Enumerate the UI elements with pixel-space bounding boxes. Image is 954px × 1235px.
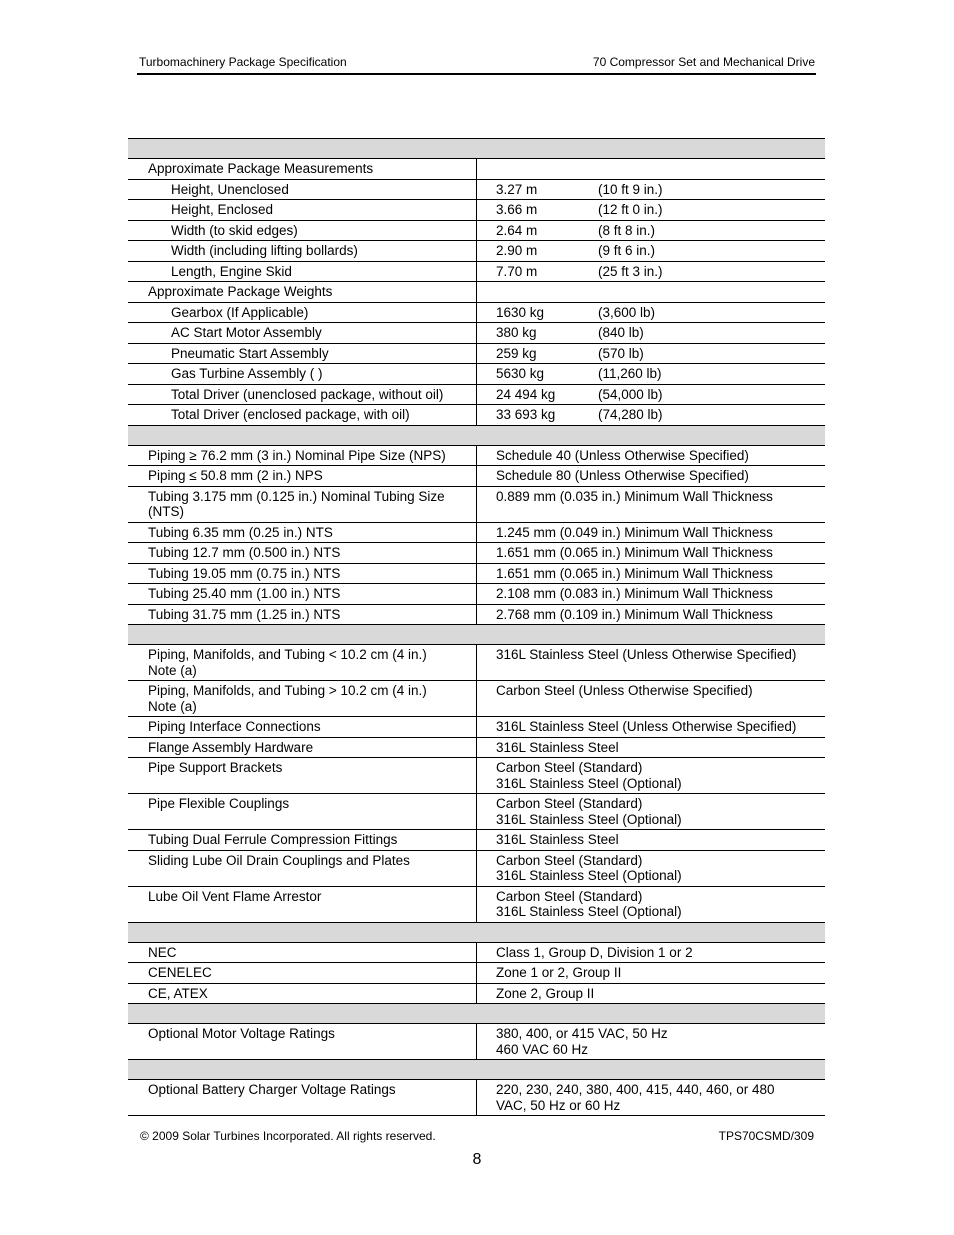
row-label: Tubing 12.7 mm (0.500 in.) NTS — [128, 543, 477, 564]
imperial-value: (840 lb) — [598, 325, 644, 340]
row-value — [477, 405, 826, 426]
table-row — [128, 830, 825, 851]
table-row — [128, 681, 825, 717]
imperial-value: (3,600 lb) — [598, 304, 656, 320]
row-value: Carbon Steel (Standard) 316L Stainless Steel (Optional) — [477, 886, 826, 922]
table-row — [128, 983, 825, 1004]
section-band — [128, 1004, 825, 1024]
table-row — [128, 543, 825, 564]
imperial-value: (74,280 lb) — [598, 407, 663, 422]
row-label: Flange Assembly Hardware — [128, 737, 477, 758]
row-value: 1.651 mm (0.065 in.) Minimum Wall Thickness — [477, 563, 826, 584]
copyright: © 2009 Solar Turbines Incorporated. All rights reserved. — [140, 1129, 436, 1143]
row-value: 316L Stainless Steel (Unless Otherwise Specified) — [477, 717, 826, 738]
imperial-value: (9 ft 6 in.) — [598, 243, 656, 258]
imperial-value: (12 ft 0 in.) — [598, 202, 663, 217]
imperial-value: (11,260 lb) — [598, 366, 662, 381]
header-rule — [137, 73, 816, 75]
row-value: Schedule 40 (Unless Otherwise Specified) — [477, 445, 826, 466]
row-label: Tubing 19.05 mm (0.75 in.) NTS — [128, 563, 477, 584]
row-value: 2.108 mm (0.083 in.) Minimum Wall Thickness — [477, 584, 826, 605]
section-band-cell — [128, 922, 825, 942]
table-row — [128, 522, 825, 543]
row-value — [477, 159, 826, 180]
table-row — [128, 282, 825, 303]
table-row — [128, 241, 825, 262]
row-label: Lube Oil Vent Flame Arrestor — [128, 886, 477, 922]
row-label: CE, ATEX — [128, 983, 477, 1004]
row-value — [477, 179, 826, 200]
row-label: Approximate Package Measurements — [128, 159, 477, 180]
table-row — [128, 384, 825, 405]
table-row — [128, 717, 825, 738]
table-row — [128, 758, 825, 794]
section-band — [128, 625, 825, 645]
row-label: Optional Motor Voltage Ratings — [128, 1024, 477, 1060]
page-footer — [140, 1129, 814, 1143]
row-value: 316L Stainless Steel — [477, 830, 826, 851]
row-value: Carbon Steel (Standard) 316L Stainless Steel (Optional) — [477, 850, 826, 886]
metric-value: 1630 kg — [496, 304, 545, 320]
row-label: Optional Battery Charger Voltage Ratings — [128, 1080, 477, 1116]
metric-value: 2.90 m — [496, 243, 538, 258]
section-band — [128, 922, 825, 942]
section-band-cell — [128, 425, 825, 445]
row-label: Gas Turbine Assembly ( ) — [128, 364, 477, 385]
row-value — [477, 200, 826, 221]
imperial-value: (25 ft 3 in.) — [598, 263, 663, 279]
table-row — [128, 963, 825, 984]
row-value — [477, 364, 826, 385]
metric-value: 2.64 m — [496, 222, 538, 238]
table-row — [128, 645, 825, 681]
document-number: TPS70CSMD/309 — [718, 1129, 814, 1143]
row-value — [477, 241, 826, 262]
row-value: 1.245 mm (0.049 in.) Minimum Wall Thickness — [477, 522, 826, 543]
row-label: Tubing 3.175 mm (0.125 in.) Nominal Tubing Size (NTS) — [128, 486, 477, 522]
table-row — [128, 364, 825, 385]
table-row — [128, 466, 825, 487]
table-row — [128, 159, 825, 180]
imperial-value: (54,000 lb) — [598, 386, 663, 402]
table-row — [128, 486, 825, 522]
metric-value: 259 kg — [496, 345, 537, 361]
section-band — [128, 139, 825, 159]
table-row — [128, 1024, 825, 1060]
row-label: Height, Enclosed — [128, 200, 477, 221]
row-label: Piping ≤ 50.8 mm (2 in.) NPS — [128, 466, 477, 487]
metric-value: 33 693 kg — [496, 407, 556, 422]
row-value — [477, 343, 826, 364]
table-row — [128, 200, 825, 221]
table-row — [128, 302, 825, 323]
row-value: 316L Stainless Steel (Unless Otherwise Specified) — [477, 645, 826, 681]
imperial-value: (10 ft 9 in.) — [598, 181, 663, 197]
metric-value: 24 494 kg — [496, 386, 556, 402]
row-value: 0.889 mm (0.035 in.) Minimum Wall Thickness — [477, 486, 826, 522]
row-value: 380, 400, or 415 VAC, 50 Hz 460 VAC 60 Hz — [477, 1024, 826, 1060]
row-label: CENELEC — [128, 963, 477, 984]
row-label: Pipe Support Brackets — [128, 758, 477, 794]
row-value — [477, 220, 826, 241]
row-value: 220, 230, 240, 380, 400, 415, 440, 460, or 480 VAC, 50 Hz or 60 Hz — [477, 1080, 826, 1116]
row-label: Piping Interface Connections — [128, 717, 477, 738]
table-row — [128, 323, 825, 344]
row-value: Schedule 80 (Unless Otherwise Specified) — [477, 466, 826, 487]
row-label: Height, Unenclosed — [128, 179, 477, 200]
section-band — [128, 425, 825, 445]
table-row — [128, 405, 825, 426]
table-row — [128, 737, 825, 758]
section-band-cell — [128, 1060, 825, 1080]
row-label: Gearbox (If Applicable) — [128, 302, 477, 323]
row-label: AC Start Motor Assembly — [128, 323, 477, 344]
table-row — [128, 220, 825, 241]
metric-value: 7.70 m — [496, 263, 538, 279]
table-row — [128, 1080, 825, 1116]
imperial-value: (570 lb) — [598, 345, 644, 361]
row-value: Zone 1 or 2, Group II — [477, 963, 826, 984]
row-value — [477, 384, 826, 405]
row-value: 2.768 mm (0.109 in.) Minimum Wall Thickness — [477, 604, 826, 625]
row-value: 1.651 mm (0.065 in.) Minimum Wall Thickness — [477, 543, 826, 564]
row-label: Tubing 31.75 mm (1.25 in.) NTS — [128, 604, 477, 625]
row-value: Class 1, Group D, Division 1 or 2 — [477, 942, 826, 963]
row-label: Tubing 25.40 mm (1.00 in.) NTS — [128, 584, 477, 605]
metric-value: 3.27 m — [496, 181, 538, 197]
row-label: Tubing 6.35 mm (0.25 in.) NTS — [128, 522, 477, 543]
row-value — [477, 282, 826, 303]
row-label: Total Driver (unenclosed package, without oil) — [128, 384, 477, 405]
row-label: Pipe Flexible Couplings — [128, 794, 477, 830]
row-label: NEC — [128, 942, 477, 963]
table-row — [128, 584, 825, 605]
row-label: Sliding Lube Oil Drain Couplings and Plates — [128, 850, 477, 886]
row-label: Piping, Manifolds, and Tubing < 10.2 cm (4 in.) Note (a) — [128, 645, 477, 681]
header-product: 70 Compressor Set and Mechanical Drive — [592, 55, 815, 69]
row-value — [477, 261, 826, 282]
metric-value: 5630 kg — [496, 366, 545, 381]
section-band-cell — [128, 139, 825, 159]
table-row — [128, 343, 825, 364]
row-label: Tubing Dual Ferrule Compression Fittings — [128, 830, 477, 851]
metric-value: 3.66 m — [496, 202, 538, 217]
table-row — [128, 179, 825, 200]
header-title: Turbomachinery Package Specification — [139, 55, 347, 69]
row-label: Width (to skid edges) — [128, 220, 477, 241]
section-band-cell — [128, 1004, 825, 1024]
row-label: Piping, Manifolds, and Tubing > 10.2 cm (4 in.) Note (a) — [128, 681, 477, 717]
row-label: Approximate Package Weights — [128, 282, 477, 303]
row-value: Carbon Steel (Unless Otherwise Specified) — [477, 681, 826, 717]
imperial-value: (8 ft 8 in.) — [598, 222, 656, 238]
row-label: Length, Engine Skid — [128, 261, 477, 282]
row-value: Zone 2, Group II — [477, 983, 826, 1004]
row-value — [477, 302, 826, 323]
row-value: 316L Stainless Steel — [477, 737, 826, 758]
table-row — [128, 445, 825, 466]
section-band — [128, 1060, 825, 1080]
table-row — [128, 942, 825, 963]
row-value: Carbon Steel (Standard) 316L Stainless Steel (Optional) — [477, 794, 826, 830]
row-label: Width (including lifting bollards) — [128, 241, 477, 262]
table-row — [128, 563, 825, 584]
table-row — [128, 886, 825, 922]
row-label: Pneumatic Start Assembly — [128, 343, 477, 364]
metric-value: 380 kg — [496, 325, 537, 340]
page-header — [139, 55, 815, 69]
row-value: Carbon Steel (Standard) 316L Stainless Steel (Optional) — [477, 758, 826, 794]
page-number: 8 — [472, 1151, 482, 1168]
table-row — [128, 794, 825, 830]
table-row — [128, 261, 825, 282]
table-row — [128, 604, 825, 625]
specification-table — [128, 138, 825, 1116]
table-row — [128, 850, 825, 886]
section-band-cell — [128, 625, 825, 645]
row-label: Total Driver (enclosed package, with oil) — [128, 405, 477, 426]
row-label: Piping ≥ 76.2 mm (3 in.) Nominal Pipe Size (NPS) — [128, 445, 477, 466]
row-value — [477, 323, 826, 344]
